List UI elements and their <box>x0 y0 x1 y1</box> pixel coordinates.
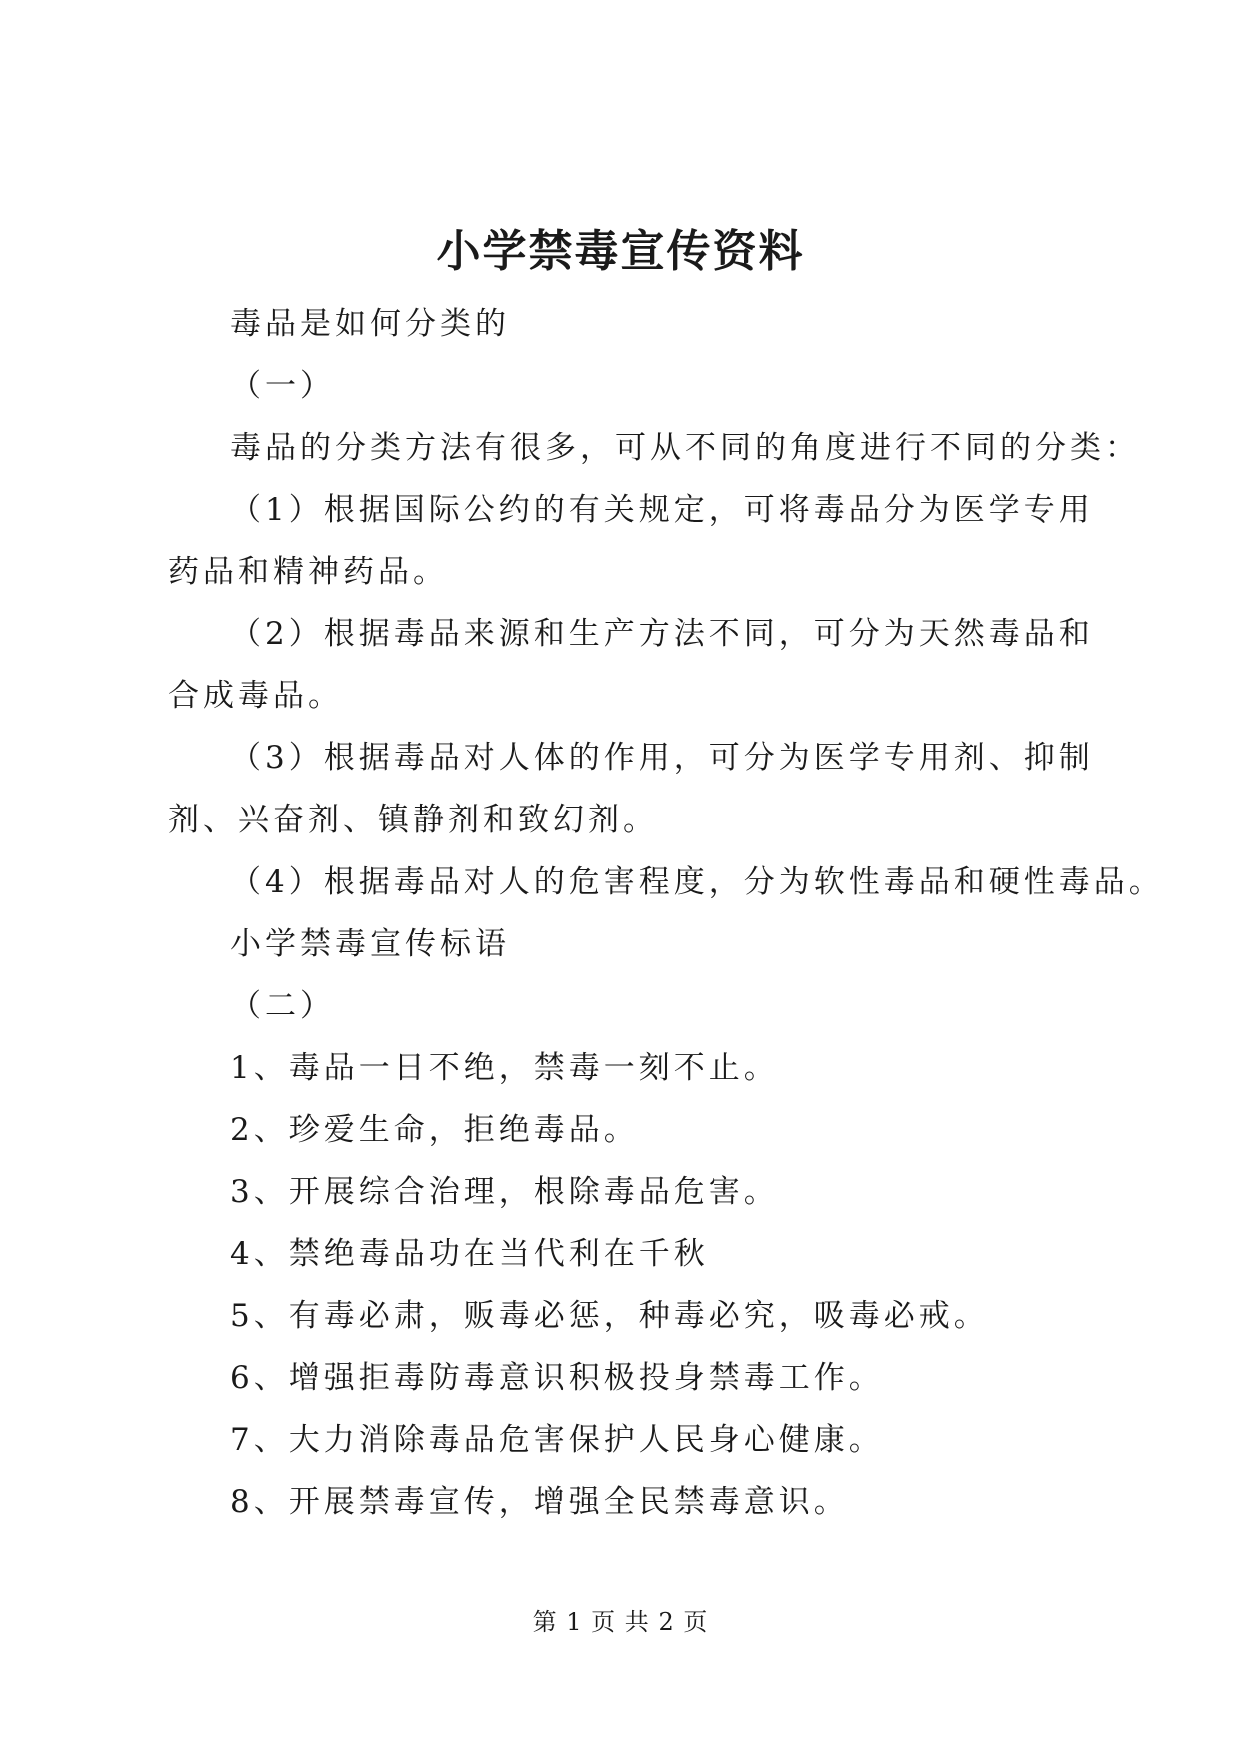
slogan-item: 1、毒品一日不绝，禁毒一刻不止。 <box>230 1050 779 1086</box>
paragraph: （1）根据国际公约的有关规定，可将毒品分为医学专用药品和精神药品。 <box>168 492 1094 590</box>
paragraph: 毒品的分类方法有很多，可从不同的角度进行不同的分类： <box>230 430 1140 466</box>
section-heading: 毒品是如何分类的 <box>230 306 510 342</box>
paragraph: （3）根据毒品对人体的作用，可分为医学专用剂、抑制剂、兴奋剂、镇静剂和致幻剂。 <box>168 740 1094 838</box>
slogan-item: 4、禁绝毒品功在当代利在千秋 <box>230 1236 709 1272</box>
section-heading: 小学禁毒宣传标语 <box>230 926 510 962</box>
section-number: （一） <box>230 368 335 404</box>
document-title: 小学禁毒宣传资料 <box>436 226 805 277</box>
slogan-item: 8、开展禁毒宣传，增强全民禁毒意识。 <box>230 1484 849 1520</box>
slogan-item: 6、增强拒毒防毒意识积极投身禁毒工作。 <box>230 1360 884 1396</box>
slogan-item: 7、大力消除毒品危害保护人民身心健康。 <box>230 1422 884 1458</box>
paragraph: （2）根据毒品来源和生产方法不同，可分为天然毒品和合成毒品。 <box>168 616 1094 714</box>
slogan-item: 5、有毒必肃，贩毒必惩，种毒必究，吸毒必戒。 <box>230 1298 989 1334</box>
page-footer: 第 1 页 共 2 页 <box>532 1608 709 1636</box>
paragraph: （4）根据毒品对人的危害程度，分为软性毒品和硬性毒品。 <box>230 864 1164 900</box>
document-body <box>168 293 1164 1533</box>
slogan-item: 3、开展综合治理，根除毒品危害。 <box>230 1174 779 1210</box>
section-number: （二） <box>230 988 335 1024</box>
slogan-item: 2、珍爱生命，拒绝毒品。 <box>230 1112 639 1148</box>
